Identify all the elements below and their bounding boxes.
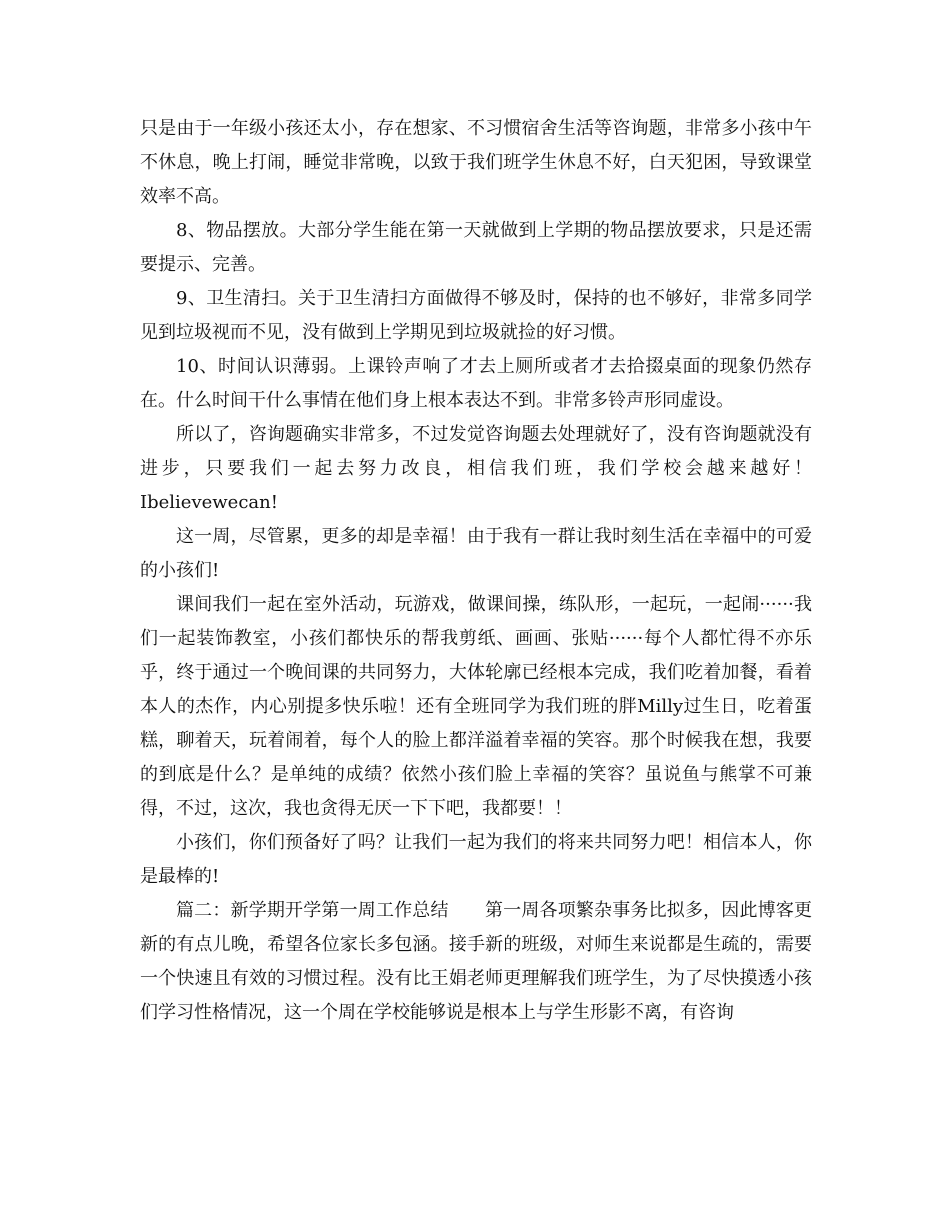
paragraph-8: 小孩们，你们预备好了吗？让我们一起为我们的将来共同努力吧！相信本人，你是最棒的! — [140, 832, 812, 887]
paragraph-7: 课间我们一起在室外活动，玩游戏，做课间操，练队形，一起玩，一起闹······我们一起装饰教室，小孩们都快乐的帮我剪纸、画画、张贴······每个人都忙得不亦乐乎，终于通过一个晚间课的共同努力，大体轮廓已经根本完成，我们吃着加餐，看着本人的杰作，内心别提多快乐啦！还有全班同学为我们班的胖Milly过生日，吃着蛋糕，聊着天，玩着闹着，每个人的脸上都洋溢着幸福的笑容。那个时候我在想，我要的到底是什么？是单纯的成绩？依然小孩们脸上幸福的笑容？虽说鱼与熊掌不可兼得，不过，这次，我也贪得无厌一下下吧，我都要！！ — [140, 594, 812, 819]
paragraph-9: 篇二：新学期开学第一周工作总结 第一周各项繁杂事务比拟多，因此博客更新的有点儿晚，希望各位家长多包涵。接手新的班级，对师生来说都是生疏的，需要一个快速且有效的习惯过程。没有比王娟老师更理解我们班学生，为了尽快摸透小孩们学习性格情况，这一个周在学校能够说是根本上与学生形影不离，有咨询 — [140, 900, 812, 1023]
paragraph-3: 9、卫生清扫。关于卫生清扫方面做得不够及时，保持的也不够好，非常多同学见到垃圾视而不见，没有做到上学期见到垃圾就捡的好习惯。 — [140, 288, 812, 343]
paragraph-4: 10、时间认识薄弱。上课铃声响了才去上厕所或者才去拾掇桌面的现象仍然存在。什么时间干什么事情在他们身上根本表达不到。非常多铃声形同虚设。 — [140, 356, 812, 411]
paragraph-2: 8、物品摆放。大部分学生能在第一天就做到上学期的物品摆放要求，只是还需要提示、完善。 — [140, 220, 812, 275]
paragraph-1: 只是由于一年级小孩还太小，存在想家、不习惯宿舍生活等咨询题，非常多小孩中午不休息，晚上打闹，睡觉非常晚，以致于我们班学生休息不好，白天犯困，导致课堂效率不高。 — [140, 118, 812, 207]
document-page — [140, 112, 812, 1030]
paragraph-5: 所以了，咨询题确实非常多，不过发觉咨询题去处理就好了，没有咨询题就没有进步，只要我们一起去努力改良，相信我们班，我们学校会越来越好！Ibelievewecan! — [140, 424, 812, 513]
paragraph-6: 这一周，尽管累，更多的却是幸福！由于我有一群让我时刻生活在幸福中的可爱的小孩们! — [140, 526, 812, 581]
